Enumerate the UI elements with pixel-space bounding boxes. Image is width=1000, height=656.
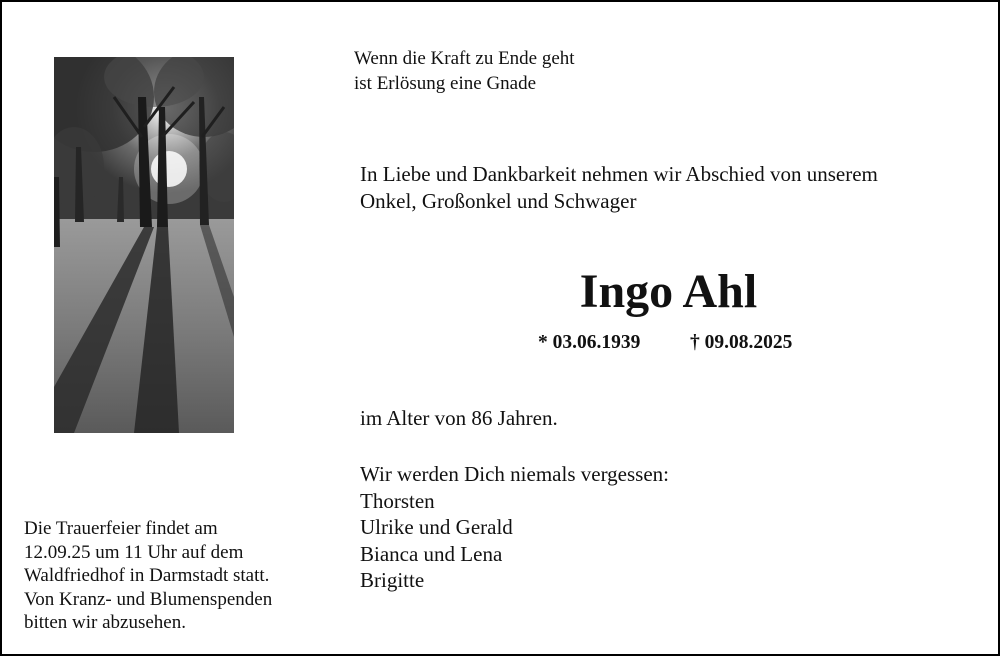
death-date: † 09.08.2025: [690, 332, 793, 353]
family-member: Thorsten: [360, 488, 435, 513]
funeral-line: Waldfriedhof in Darmstadt statt.: [24, 565, 270, 586]
family-heading: Wir werden Dich niemals vergessen:: [360, 462, 670, 486]
birth-date: * 03.06.1939: [538, 332, 641, 353]
funeral-line: Die Trauerfeier findet am: [24, 518, 218, 539]
funeral-info: [24, 517, 272, 635]
deceased-name: Ingo Ahl: [579, 265, 758, 318]
funeral-line: Von Kranz- und Blumenspenden: [24, 588, 273, 610]
motto-line: ist Erlösung eine Gnade: [354, 72, 537, 94]
motto-line: Wenn die Kraft zu Ende geht: [354, 48, 575, 69]
age-text: im Alter von 86 Jahren.: [360, 406, 558, 430]
family-list: [360, 461, 669, 594]
family-member: Ulrike und Gerald: [360, 515, 513, 539]
funeral-line: bitten wir abzusehen.: [24, 612, 186, 633]
intro-text: [360, 161, 878, 215]
intro-line: In Liebe und Dankbarkeit nehmen wir Abschied von unserem: [360, 162, 878, 186]
motto: [354, 47, 575, 96]
family-member: Brigitte: [360, 568, 425, 592]
funeral-line: 12.09.25 um 11 Uhr auf dem: [24, 541, 244, 563]
family-member: Bianca und Lena: [360, 541, 503, 566]
tree-photo-graphic: [54, 57, 234, 433]
intro-line: Onkel, Großonkel und Schwager: [360, 189, 637, 213]
tree-shadow-photo: [54, 57, 234, 433]
